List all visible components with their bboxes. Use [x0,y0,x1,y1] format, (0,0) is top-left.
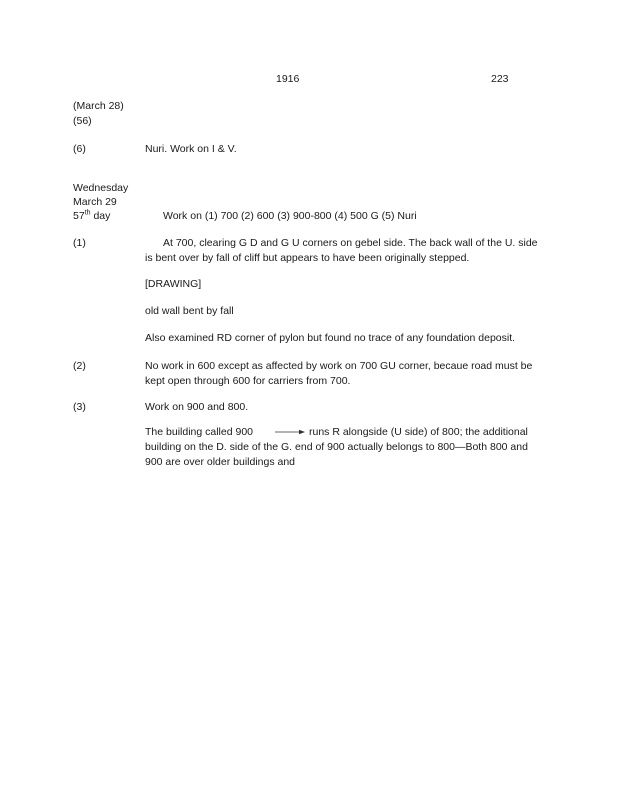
ref-number: (56) [73,115,92,127]
item-3-paragraph: building on the D. side of the G. end of 900 actually belongs to 800—Both 800 and 900 are over older buildings and [145,441,528,468]
day-count [73,209,110,224]
entry-6-text: Nuri. Work on I & V. [145,143,237,155]
item-3-line1-end: runs R alongside (U side) of 800; the additional [309,426,528,438]
item-2-label: (2) [73,360,86,372]
item-1-paragraph: At 700, clearing G D and G U corners on gebel side. The back wall of the U. side is bent over by fall of cliff but appears to have been originally stepped. [145,237,538,264]
date-weekday: Wednesday [73,182,129,194]
drawing-placeholder: [DRAWING] [145,278,202,290]
drawing-caption: old wall bent by fall [145,305,234,317]
item-2-text: No work in 600 except as affected by work on 700 GU corner, becaue road must be kept open through 600 for carriers from 700. [145,360,533,387]
arrow-right-icon [275,428,305,436]
day-count-suffix: th [84,209,91,217]
item-3-heading: Work on 900 and 800. [145,401,249,413]
entry-6-label: (6) [73,143,86,155]
page-number: 223 [491,73,509,85]
date-month-day: March 29 [73,196,117,208]
item-1-note: Also examined RD corner of pylon but found no trace of any foundation deposit. [145,332,516,344]
day-count-word: day [90,210,111,222]
work-summary: Work on (1) 700 (2) 600 (3) 900-800 (4) 500 G (5) Nuri [163,210,417,222]
day-count-number: 57 [73,210,85,222]
item-3-label: (3) [73,401,86,413]
item-1-label: (1) [73,237,86,249]
page-year: 1916 [276,73,300,85]
ref-date: (March 28) [73,100,124,112]
item-3-line1-start: The building called 900 [145,426,253,438]
